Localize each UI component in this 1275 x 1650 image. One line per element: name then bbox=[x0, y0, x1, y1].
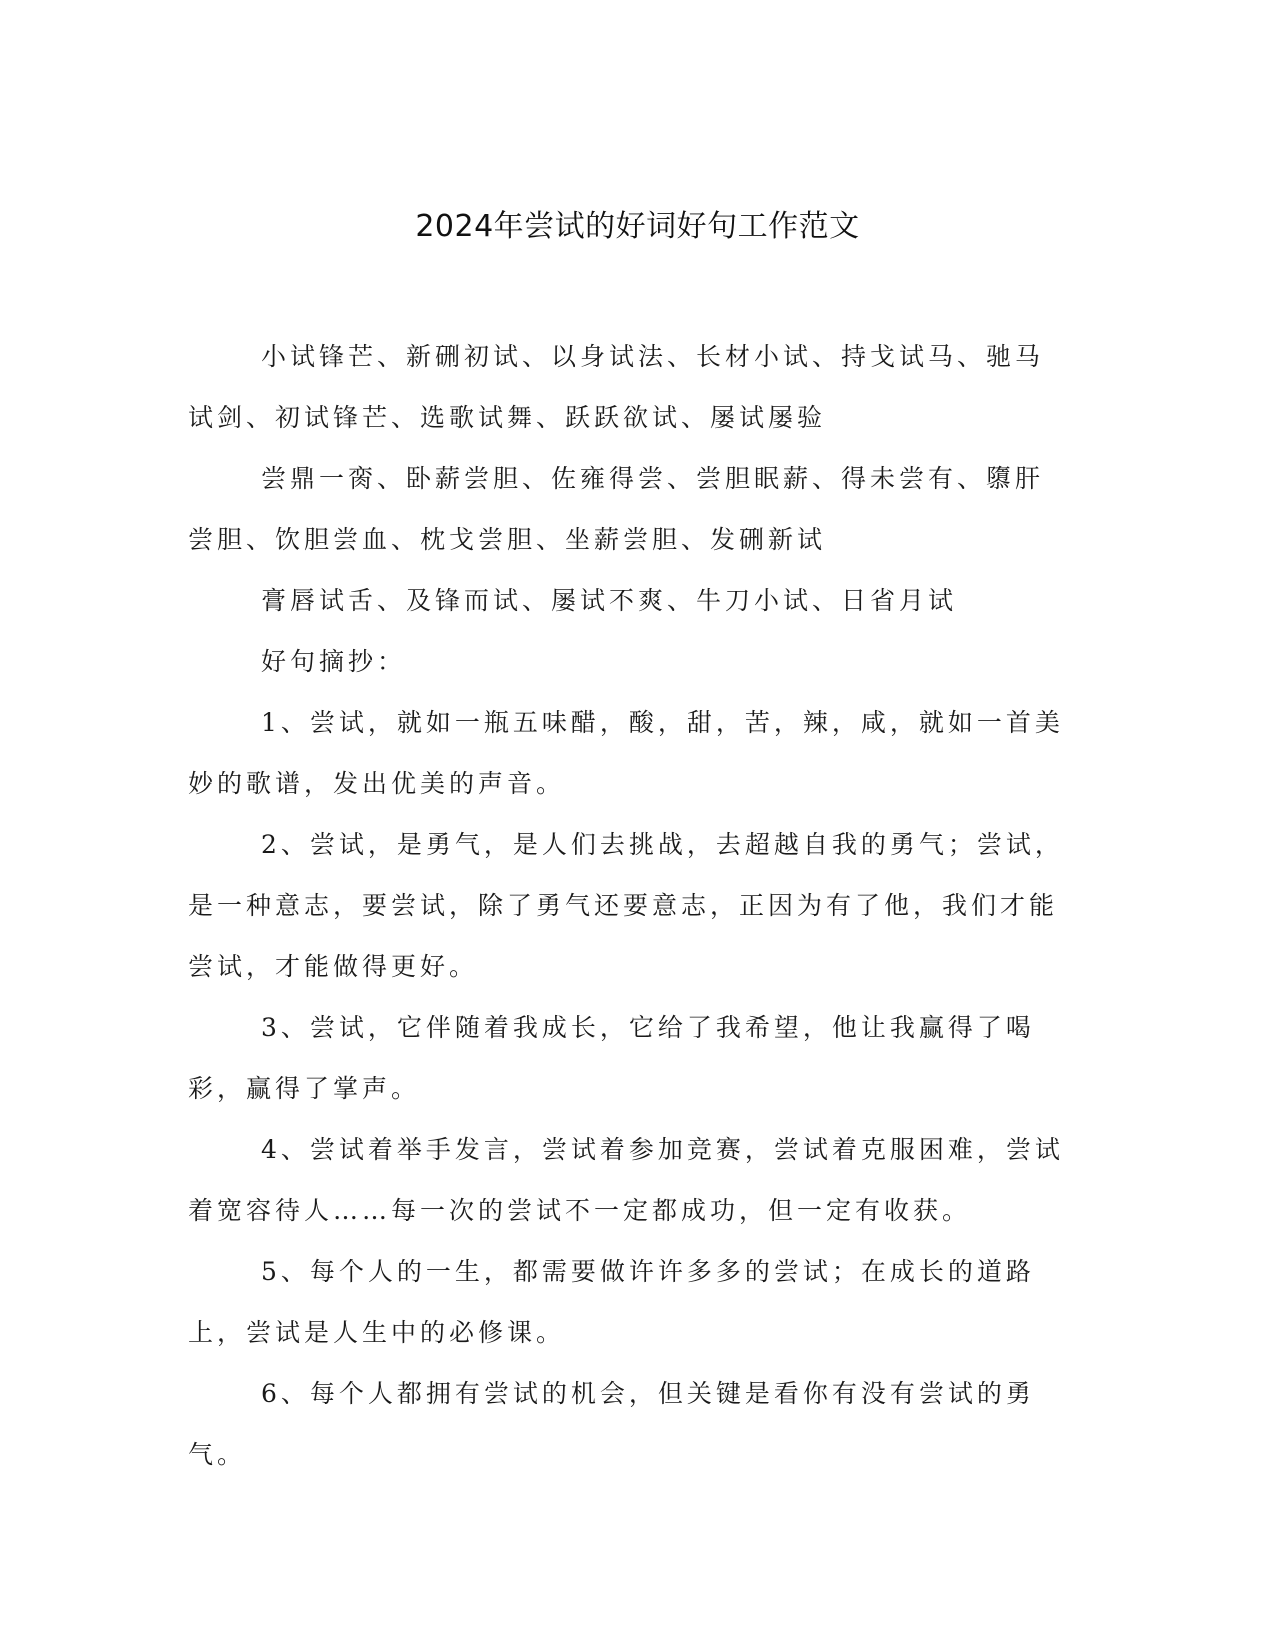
document-body bbox=[188, 326, 1068, 1485]
sentence-item-4: 4、尝试着举手发言，尝试着参加竞赛，尝试着克服困难，尝试着宽容待人……每一次的尝试不一定都成功，但一定有收获。 bbox=[188, 1135, 1064, 1225]
paragraph-idioms-2: 尝鼎一脔、卧薪尝胆、佐雍得尝、尝胆眠薪、得未尝有、隳肝尝胆、饮胆尝血、枕戈尝胆、坐薪尝胆、发硎新试 bbox=[188, 464, 1045, 554]
sentence-item-5: 5、每个人的一生，都需要做许许多多的尝试；在成长的道路上，尝试是人生中的必修课。 bbox=[188, 1257, 1035, 1347]
sentence-item-2: 2、尝试，是勇气，是人们去挑战，去超越自我的勇气；尝试，是一种意志，要尝试，除了勇气还要意志，正因为有了他，我们才能尝试，才能做得更好。 bbox=[188, 830, 1064, 981]
paragraph-idioms-3: 膏唇试舌、及锋而试、屡试不爽、牛刀小试、日省月试 bbox=[261, 586, 958, 615]
sentence-item-1: 1、尝试，就如一瓶五味醋，酸，甜，苦，辣，咸，就如一首美妙的歌谱，发出优美的声音。 bbox=[188, 708, 1064, 798]
sentence-item-6: 6、每个人都拥有尝试的机会，但关键是看你有没有尝试的勇气。 bbox=[188, 1379, 1035, 1469]
document-title: 2024年尝试的好词好句工作范文 bbox=[415, 209, 860, 244]
sentence-item-3: 3、尝试，它伴随着我成长，它给了我希望，他让我赢得了喝彩，赢得了掌声。 bbox=[188, 1013, 1035, 1103]
section-heading-good-sentences: 好句摘抄： bbox=[261, 647, 407, 676]
paragraph-idioms-1: 小试锋芒、新硎初试、以身试法、长材小试、持戈试马、驰马试剑、初试锋芒、选歌试舞、跃跃欲试、屡试屡验 bbox=[188, 342, 1045, 432]
